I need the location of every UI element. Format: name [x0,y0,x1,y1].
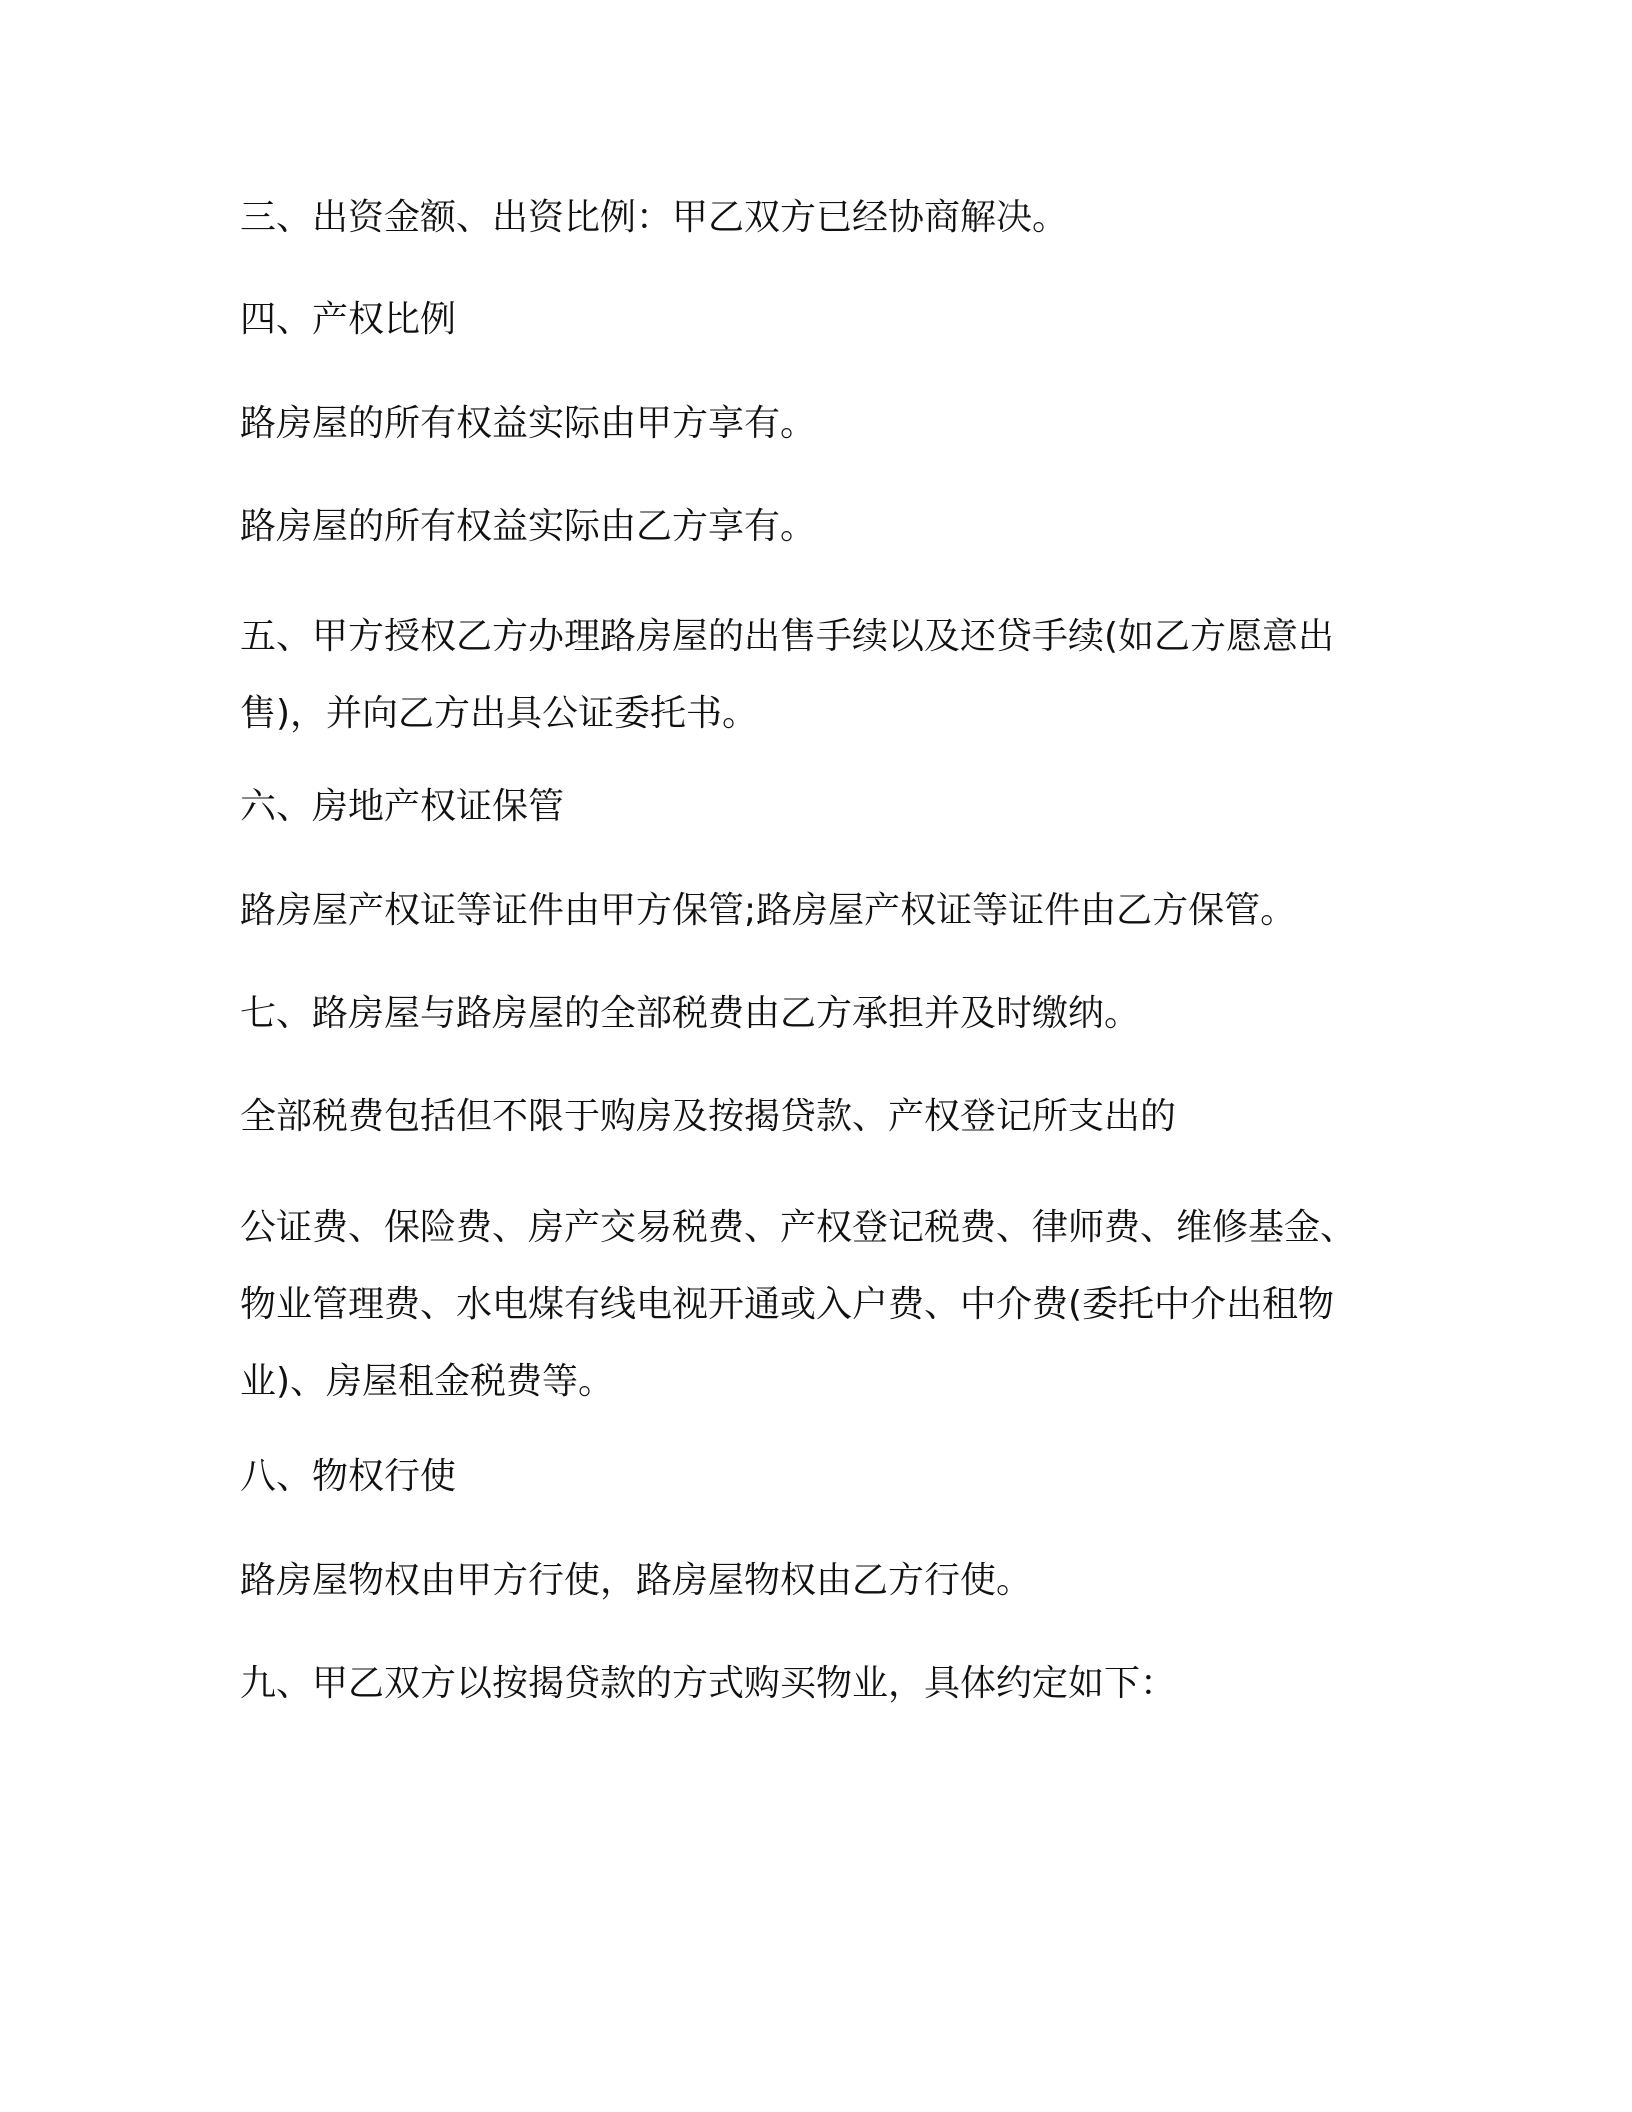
clause-6-custody: 路房屋产权证等证件由甲方保管;路房屋产权证等证件由乙方保管。 [240,890,1297,931]
clause-8-heading: 八、物权行使 [240,1456,457,1497]
clause-7-fee-list: 公证费、保险费、房产交易税费、产权登记税费、律师费、维修基金、物业管理费、水电煤有线电视开通或入户费、中介费(委托中介出租物业)、房屋租金税费等。 [240,1207,1357,1402]
clause-4-heading: 四、产权比例 [240,299,457,340]
clause-4-party-a: 路房屋的所有权益实际由甲方享有。 [240,403,817,444]
clause-5-authorization: 五、甲方授权乙方办理路房屋的出售手续以及还贷手续(如乙方愿意出售)，并向乙方出具公证委托书。 [240,616,1335,734]
clause-4-party-b: 路房屋的所有权益实际由乙方享有。 [240,506,817,547]
clause-6-heading: 六、房地产权证保管 [240,786,565,827]
clause-9-mortgage: 九、甲乙双方以按揭贷款的方式购买物业，具体约定如下： [240,1663,1177,1704]
clause-7-scope: 全部税费包括但不限于购房及按揭贷款、产权登记所支出的 [240,1096,1177,1137]
clause-7-taxes: 七、路房屋与路房屋的全部税费由乙方承担并及时缴纳。 [240,993,1141,1034]
clause-3-capital: 三、出资金额、出资比例：甲乙双方已经协商解决。 [240,197,1069,238]
clause-8-rights: 路房屋物权由甲方行使，路房屋物权由乙方行使。 [240,1560,1033,1601]
